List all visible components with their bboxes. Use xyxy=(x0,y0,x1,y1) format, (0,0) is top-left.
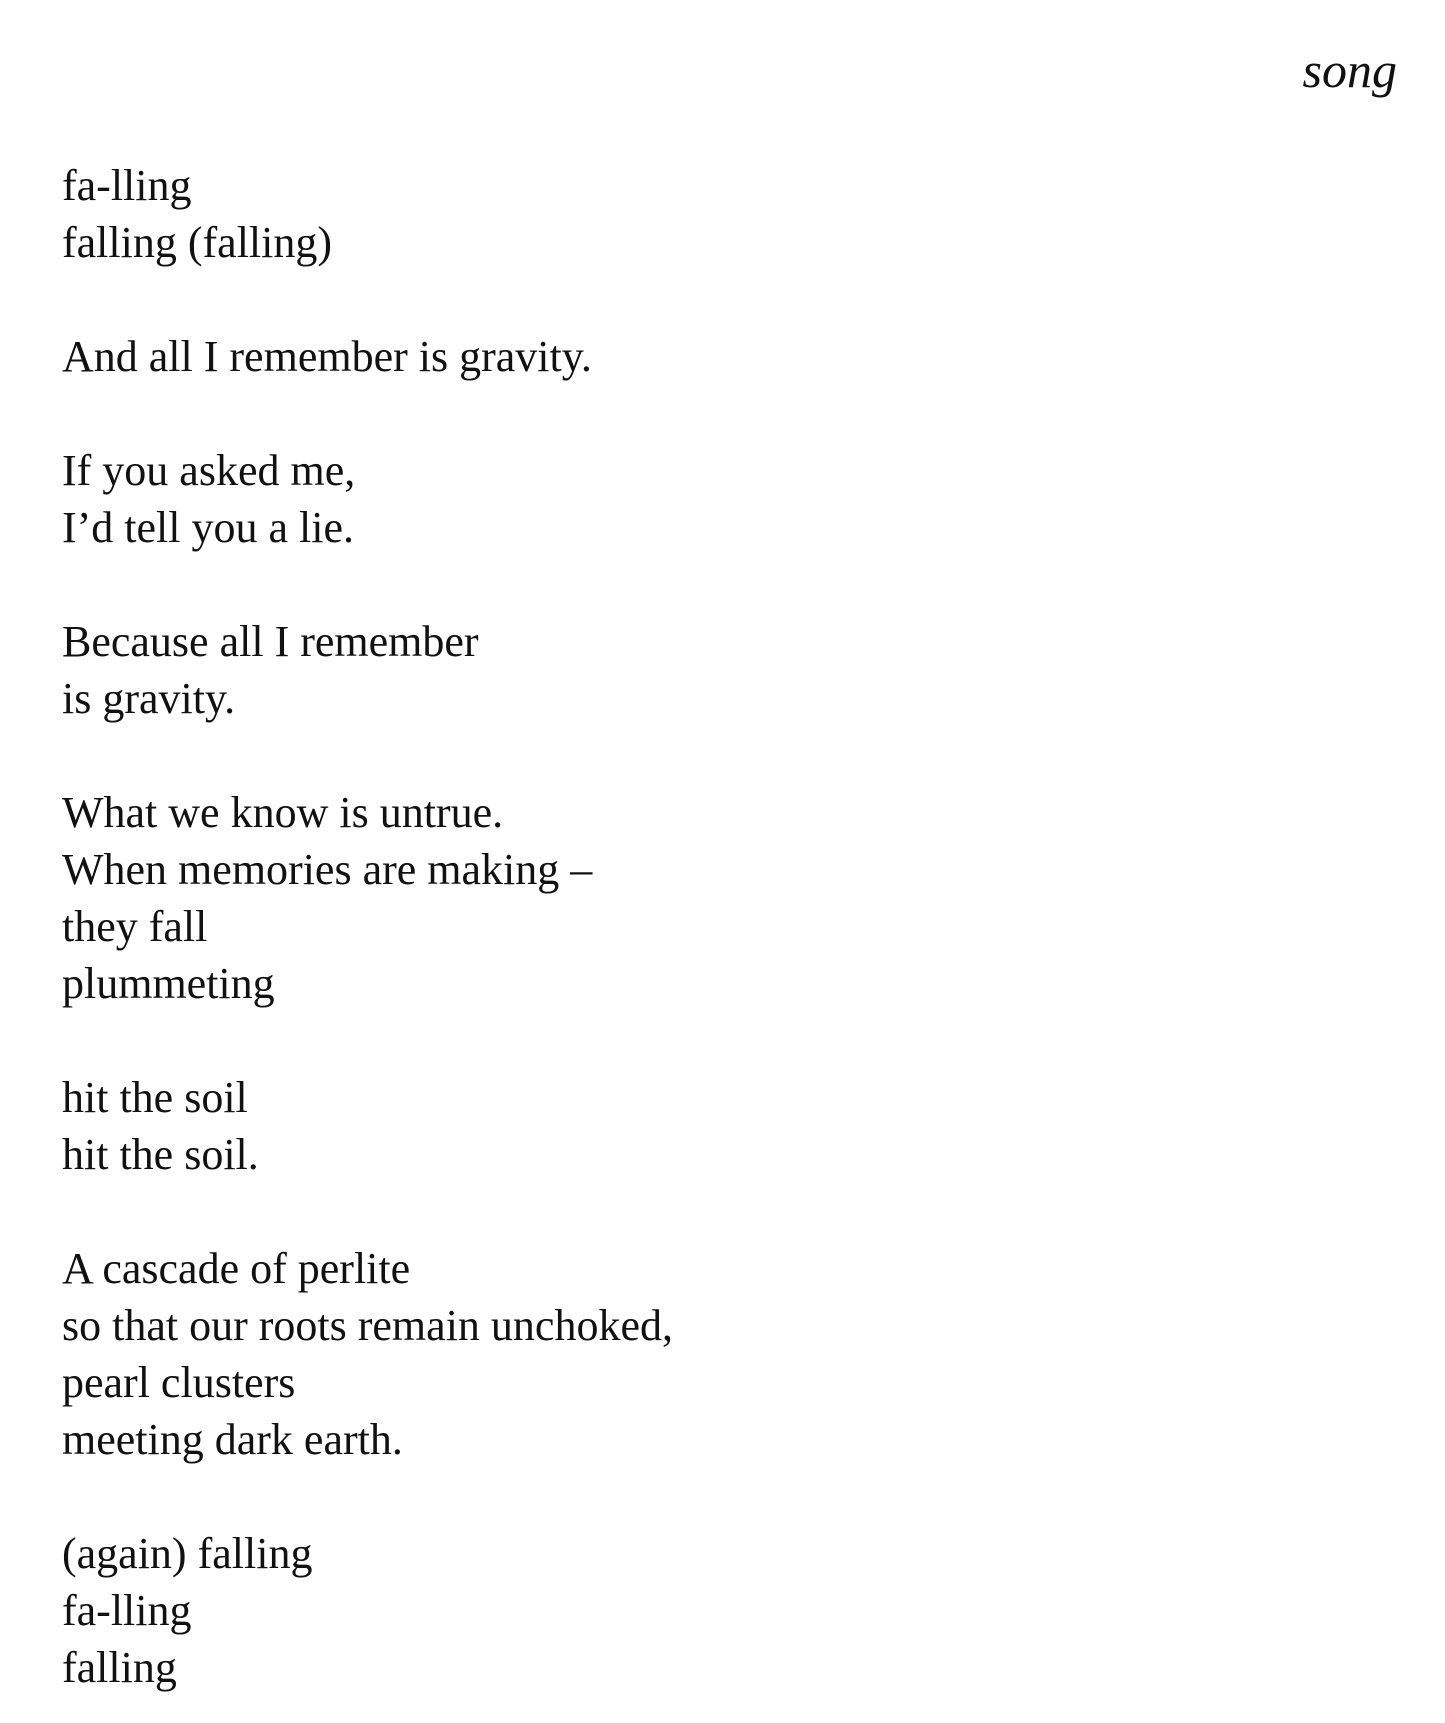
stanza xyxy=(62,442,1362,556)
poem-line: When memories are making – xyxy=(62,845,593,894)
poem-line: And all I remember is gravity. xyxy=(62,332,592,381)
poem-line: is gravity. xyxy=(62,674,236,723)
poem-line: fa-lling xyxy=(62,1586,192,1635)
poem-line: (again) falling xyxy=(62,1529,313,1578)
poem-line: fa-lling xyxy=(62,161,192,210)
poem-line: they fall xyxy=(62,902,208,951)
poem-line: plummeting xyxy=(62,959,275,1008)
poem-line: hit the soil. xyxy=(62,1130,259,1179)
poem-line: hit the soil xyxy=(62,1073,248,1122)
poem-line: pearl clusters xyxy=(62,1358,296,1407)
stanza xyxy=(62,1069,1362,1183)
poem-line: falling xyxy=(62,1643,177,1692)
stanza xyxy=(62,613,1362,727)
stanza xyxy=(62,1240,1362,1468)
stanza xyxy=(62,157,1362,271)
poem-line: I’d tell you a lie. xyxy=(62,503,355,552)
poem-line: so that our roots remain unchoked, xyxy=(62,1301,673,1350)
poem-line: Because all I remember xyxy=(62,617,479,666)
stanza xyxy=(62,784,1362,1012)
poem-line: falling (falling) xyxy=(62,218,333,267)
stanza xyxy=(62,1525,1362,1696)
poem-line: If you asked me, xyxy=(62,446,356,495)
poem-title: song xyxy=(1302,42,1397,98)
poem-body xyxy=(62,157,1362,1696)
poem-line: A cascade of perlite xyxy=(62,1244,411,1293)
poem-line: meeting dark earth. xyxy=(62,1415,403,1464)
poem-line: What we know is untrue. xyxy=(62,788,504,837)
stanza xyxy=(62,328,1362,385)
